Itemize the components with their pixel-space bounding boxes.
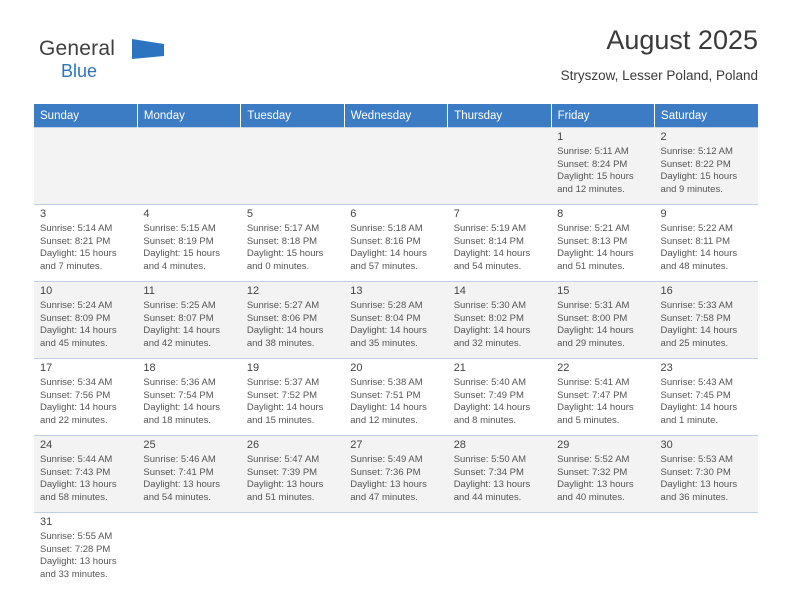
sunset-text: Sunset: 8:16 PM bbox=[350, 235, 421, 247]
generalblue-logo bbox=[39, 38, 219, 94]
day-cell bbox=[551, 128, 654, 205]
sunrise-text: Sunrise: 5:49 AM bbox=[350, 454, 423, 466]
daylight-text-line2: and 54 minutes. bbox=[143, 491, 212, 503]
day-cell bbox=[448, 359, 551, 436]
sunset-text: Sunset: 8:14 PM bbox=[453, 235, 524, 247]
day-cell bbox=[551, 436, 654, 513]
sunset-text: Sunset: 7:43 PM bbox=[40, 466, 111, 478]
day-cell-empty bbox=[34, 128, 137, 205]
daylight-text-line1: Daylight: 13 hours bbox=[40, 479, 117, 491]
day-cell bbox=[241, 359, 344, 436]
sunrise-text: Sunrise: 5:12 AM bbox=[660, 146, 733, 158]
sunset-text: Sunset: 7:45 PM bbox=[660, 389, 731, 401]
sunrise-text: Sunrise: 5:27 AM bbox=[246, 300, 320, 312]
day-cell-empty bbox=[448, 128, 551, 205]
daylight-text-line2: and 45 minutes. bbox=[40, 337, 108, 349]
sunrise-text: Sunrise: 5:19 AM bbox=[453, 223, 527, 235]
day-number: 29 bbox=[557, 439, 570, 451]
sunrise-text: Sunrise: 5:41 AM bbox=[557, 377, 630, 389]
daylight-text-line2: and 58 minutes. bbox=[40, 491, 108, 503]
day-cell bbox=[448, 436, 551, 513]
daylight-text-line2: and 36 minutes. bbox=[660, 491, 729, 503]
day-number: 9 bbox=[660, 208, 667, 220]
sunrise-sunset-calendar bbox=[34, 104, 758, 589]
logo-text-general: General bbox=[39, 37, 116, 60]
daylight-text-line1: Daylight: 15 hours bbox=[143, 248, 220, 260]
daylight-text-line1: Daylight: 15 hours bbox=[660, 171, 738, 183]
day-cell-empty bbox=[551, 513, 654, 590]
sunset-text: Sunset: 7:49 PM bbox=[453, 389, 524, 401]
daylight-text-line1: Daylight: 14 hours bbox=[557, 325, 634, 337]
daylight-text-line2: and 42 minutes. bbox=[143, 337, 212, 349]
sunset-text: Sunset: 7:32 PM bbox=[557, 466, 628, 478]
daylight-text-line2: and 0 minutes. bbox=[246, 260, 310, 272]
daylight-text-line1: Daylight: 14 hours bbox=[40, 325, 117, 337]
calendar-week-row bbox=[34, 282, 758, 359]
daylight-text-line2: and 25 minutes. bbox=[660, 337, 729, 349]
daylight-text-line1: Daylight: 14 hours bbox=[350, 402, 427, 414]
sunrise-text: Sunrise: 5:18 AM bbox=[350, 223, 423, 235]
page-title: August 2025 bbox=[606, 25, 758, 55]
sunrise-text: Sunrise: 5:30 AM bbox=[453, 300, 527, 312]
sunrise-text: Sunrise: 5:34 AM bbox=[40, 377, 113, 389]
daylight-text-line1: Daylight: 15 hours bbox=[40, 248, 117, 260]
sunrise-text: Sunrise: 5:46 AM bbox=[143, 454, 216, 466]
daylight-text-line2: and 15 minutes. bbox=[246, 414, 315, 426]
sunset-text: Sunset: 8:13 PM bbox=[557, 235, 628, 247]
sunset-text: Sunset: 8:18 PM bbox=[246, 235, 318, 247]
sunset-text: Sunset: 7:28 PM bbox=[40, 543, 111, 555]
sunrise-text: Sunrise: 5:33 AM bbox=[660, 300, 733, 312]
calendar-week-row bbox=[34, 128, 758, 205]
sunrise-text: Sunrise: 5:44 AM bbox=[40, 454, 113, 466]
daylight-text-line1: Daylight: 14 hours bbox=[453, 248, 531, 260]
day-number: 14 bbox=[453, 285, 466, 297]
day-cell bbox=[448, 282, 551, 359]
daylight-text-line2: and 47 minutes. bbox=[350, 491, 418, 503]
sunrise-text: Sunrise: 5:53 AM bbox=[660, 454, 733, 466]
sunset-text: Sunset: 8:06 PM bbox=[246, 312, 318, 324]
daylight-text-line1: Daylight: 13 hours bbox=[246, 479, 324, 491]
day-number: 20 bbox=[350, 362, 363, 374]
day-cell bbox=[241, 205, 344, 282]
daylight-text-line1: Daylight: 14 hours bbox=[660, 248, 738, 260]
day-cell bbox=[34, 359, 137, 436]
calendar-week-row bbox=[34, 205, 758, 282]
day-number: 18 bbox=[143, 362, 156, 374]
daylight-text-line1: Daylight: 14 hours bbox=[557, 402, 634, 414]
day-number: 2 bbox=[660, 131, 667, 143]
weekday-header-sunday: Sunday bbox=[34, 104, 137, 128]
day-cell bbox=[34, 282, 137, 359]
day-number: 12 bbox=[246, 285, 260, 297]
weekday-header-wednesday: Wednesday bbox=[344, 104, 447, 128]
day-cell-empty bbox=[137, 128, 240, 205]
day-number: 27 bbox=[350, 439, 363, 451]
day-cell bbox=[137, 359, 240, 436]
day-number: 16 bbox=[660, 285, 673, 297]
daylight-text-line1: Daylight: 14 hours bbox=[660, 325, 738, 337]
daylight-text-line2: and 40 minutes. bbox=[557, 491, 625, 503]
day-cell-empty bbox=[344, 128, 447, 205]
sunrise-text: Sunrise: 5:22 AM bbox=[660, 223, 733, 235]
day-cell bbox=[241, 282, 344, 359]
day-number: 22 bbox=[557, 362, 570, 374]
daylight-text-line1: Daylight: 14 hours bbox=[40, 402, 117, 414]
daylight-text-line1: Daylight: 14 hours bbox=[453, 325, 531, 337]
sunrise-text: Sunrise: 5:40 AM bbox=[453, 377, 527, 389]
daylight-text-line2: and 1 minute. bbox=[660, 414, 719, 426]
day-number: 13 bbox=[350, 285, 363, 297]
sunset-text: Sunset: 8:24 PM bbox=[557, 158, 628, 170]
day-cell bbox=[655, 205, 758, 282]
daylight-text-line1: Daylight: 14 hours bbox=[660, 402, 738, 414]
sunset-text: Sunset: 8:07 PM bbox=[143, 312, 214, 324]
logo-text-blue: Blue bbox=[61, 61, 98, 81]
day-cell bbox=[241, 436, 344, 513]
sunset-text: Sunset: 8:21 PM bbox=[40, 235, 111, 247]
day-number: 8 bbox=[557, 208, 564, 220]
daylight-text-line2: and 4 minutes. bbox=[143, 260, 206, 272]
sunrise-text: Sunrise: 5:14 AM bbox=[40, 223, 113, 235]
daylight-text-line2: and 12 minutes. bbox=[557, 183, 625, 195]
daylight-text-line1: Daylight: 14 hours bbox=[350, 248, 427, 260]
sunrise-text: Sunrise: 5:47 AM bbox=[246, 454, 320, 466]
weekday-header-monday: Monday bbox=[137, 104, 240, 128]
daylight-text-line1: Daylight: 14 hours bbox=[143, 402, 220, 414]
daylight-text-line2: and 35 minutes. bbox=[350, 337, 418, 349]
title-block bbox=[561, 24, 758, 83]
day-cell-empty bbox=[344, 513, 447, 590]
sunrise-text: Sunrise: 5:21 AM bbox=[557, 223, 630, 235]
weekday-header-saturday: Saturday bbox=[655, 104, 758, 128]
day-number: 25 bbox=[143, 439, 156, 451]
sunrise-text: Sunrise: 5:28 AM bbox=[350, 300, 423, 312]
calendar-week-row bbox=[34, 436, 758, 513]
daylight-text-line2: and 32 minutes. bbox=[453, 337, 522, 349]
sunset-text: Sunset: 7:54 PM bbox=[143, 389, 214, 401]
daylight-text-line1: Daylight: 13 hours bbox=[40, 556, 117, 568]
day-cell bbox=[551, 282, 654, 359]
sunrise-text: Sunrise: 5:15 AM bbox=[143, 223, 216, 235]
day-cell-empty bbox=[655, 513, 758, 590]
sunrise-text: Sunrise: 5:38 AM bbox=[350, 377, 423, 389]
daylight-text-line2: and 18 minutes. bbox=[143, 414, 212, 426]
daylight-text-line2: and 9 minutes. bbox=[660, 183, 723, 195]
sunset-text: Sunset: 8:09 PM bbox=[40, 312, 111, 324]
sunrise-text: Sunrise: 5:52 AM bbox=[557, 454, 630, 466]
day-cell bbox=[655, 359, 758, 436]
daylight-text-line2: and 5 minutes. bbox=[557, 414, 620, 426]
sunset-text: Sunset: 7:30 PM bbox=[660, 466, 731, 478]
sunset-text: Sunset: 8:04 PM bbox=[350, 312, 421, 324]
day-cell bbox=[344, 205, 447, 282]
daylight-text-line2: and 48 minutes. bbox=[660, 260, 729, 272]
sunset-text: Sunset: 7:47 PM bbox=[557, 389, 628, 401]
day-cell bbox=[137, 205, 240, 282]
sunset-text: Sunset: 8:22 PM bbox=[660, 158, 731, 170]
day-number: 17 bbox=[40, 362, 53, 374]
daylight-text-line2: and 22 minutes. bbox=[40, 414, 108, 426]
day-number: 31 bbox=[40, 516, 53, 528]
day-cell bbox=[655, 436, 758, 513]
day-cell bbox=[137, 282, 240, 359]
daylight-text-line2: and 44 minutes. bbox=[453, 491, 522, 503]
daylight-text-line2: and 33 minutes. bbox=[40, 568, 108, 580]
sunset-text: Sunset: 7:56 PM bbox=[40, 389, 111, 401]
sunset-text: Sunset: 7:36 PM bbox=[350, 466, 421, 478]
daylight-text-line1: Daylight: 14 hours bbox=[143, 325, 220, 337]
weekday-header-tuesday: Tuesday bbox=[241, 104, 344, 128]
sunrise-text: Sunrise: 5:50 AM bbox=[453, 454, 527, 466]
daylight-text-line2: and 57 minutes. bbox=[350, 260, 418, 272]
day-cell bbox=[655, 128, 758, 205]
day-cell bbox=[137, 436, 240, 513]
weekday-header-friday: Friday bbox=[551, 104, 654, 128]
daylight-text-line1: Daylight: 14 hours bbox=[246, 402, 324, 414]
sunset-text: Sunset: 8:00 PM bbox=[557, 312, 628, 324]
daylight-text-line1: Daylight: 15 hours bbox=[246, 248, 324, 260]
daylight-text-line1: Daylight: 14 hours bbox=[246, 325, 324, 337]
daylight-text-line1: Daylight: 14 hours bbox=[453, 402, 531, 414]
daylight-text-line1: Daylight: 13 hours bbox=[557, 479, 634, 491]
day-cell bbox=[655, 282, 758, 359]
calendar-week-row bbox=[34, 513, 758, 590]
day-number: 1 bbox=[557, 131, 564, 143]
daylight-text-line1: Daylight: 13 hours bbox=[143, 479, 220, 491]
daylight-text-line1: Daylight: 14 hours bbox=[557, 248, 634, 260]
day-cell bbox=[344, 282, 447, 359]
day-cell bbox=[34, 513, 137, 590]
sunrise-text: Sunrise: 5:37 AM bbox=[246, 377, 320, 389]
daylight-text-line2: and 54 minutes. bbox=[453, 260, 522, 272]
flag-icon bbox=[132, 39, 164, 59]
sunset-text: Sunset: 7:39 PM bbox=[246, 466, 318, 478]
day-number: 5 bbox=[246, 208, 253, 220]
sunrise-text: Sunrise: 5:55 AM bbox=[40, 531, 113, 543]
sunset-text: Sunset: 8:19 PM bbox=[143, 235, 214, 247]
daylight-text-line2: and 29 minutes. bbox=[557, 337, 625, 349]
day-number: 24 bbox=[40, 439, 53, 451]
day-number: 7 bbox=[453, 208, 460, 220]
day-number: 10 bbox=[40, 285, 53, 297]
sunrise-text: Sunrise: 5:24 AM bbox=[40, 300, 113, 312]
day-number: 3 bbox=[40, 208, 47, 220]
sunrise-text: Sunrise: 5:17 AM bbox=[246, 223, 320, 235]
day-number: 30 bbox=[660, 439, 673, 451]
location-subtitle: Stryszow, Lesser Poland, Poland bbox=[560, 68, 758, 83]
sunset-text: Sunset: 7:52 PM bbox=[246, 389, 318, 401]
day-cell bbox=[344, 436, 447, 513]
sunrise-text: Sunrise: 5:36 AM bbox=[143, 377, 216, 389]
sunrise-text: Sunrise: 5:25 AM bbox=[143, 300, 216, 312]
daylight-text-line2: and 51 minutes. bbox=[246, 491, 315, 503]
day-cell bbox=[34, 205, 137, 282]
sunset-text: Sunset: 7:34 PM bbox=[453, 466, 524, 478]
day-number: 26 bbox=[246, 439, 260, 451]
sunrise-text: Sunrise: 5:11 AM bbox=[557, 146, 629, 158]
sunrise-text: Sunrise: 5:43 AM bbox=[660, 377, 733, 389]
day-cell-empty bbox=[137, 513, 240, 590]
day-cell-empty bbox=[241, 513, 344, 590]
day-cell-empty bbox=[448, 513, 551, 590]
day-cell-empty bbox=[241, 128, 344, 205]
daylight-text-line1: Daylight: 13 hours bbox=[350, 479, 427, 491]
sunrise-text: Sunrise: 5:31 AM bbox=[557, 300, 630, 312]
day-number: 21 bbox=[453, 362, 466, 374]
daylight-text-line2: and 12 minutes. bbox=[350, 414, 418, 426]
daylight-text-line1: Daylight: 13 hours bbox=[453, 479, 531, 491]
day-number: 19 bbox=[246, 362, 260, 374]
daylight-text-line2: and 7 minutes. bbox=[40, 260, 103, 272]
day-cell bbox=[551, 205, 654, 282]
day-number: 4 bbox=[143, 208, 150, 220]
page-header bbox=[34, 24, 758, 94]
sunset-text: Sunset: 7:41 PM bbox=[143, 466, 214, 478]
daylight-text-line2: and 8 minutes. bbox=[453, 414, 517, 426]
daylight-text-line1: Daylight: 15 hours bbox=[557, 171, 634, 183]
daylight-text-line1: Daylight: 13 hours bbox=[660, 479, 738, 491]
day-number: 28 bbox=[453, 439, 466, 451]
sunset-text: Sunset: 7:51 PM bbox=[350, 389, 421, 401]
daylight-text-line1: Daylight: 14 hours bbox=[350, 325, 427, 337]
day-cell bbox=[34, 436, 137, 513]
sunset-text: Sunset: 7:58 PM bbox=[660, 312, 731, 324]
daylight-text-line2: and 38 minutes. bbox=[246, 337, 315, 349]
sunset-text: Sunset: 8:11 PM bbox=[660, 235, 731, 247]
day-cell bbox=[448, 205, 551, 282]
weekday-header-row bbox=[34, 104, 758, 128]
day-number: 23 bbox=[660, 362, 673, 374]
weekday-header-thursday: Thursday bbox=[448, 104, 551, 128]
day-cell bbox=[551, 359, 654, 436]
calendar-week-row bbox=[34, 359, 758, 436]
day-number: 11 bbox=[143, 285, 155, 297]
daylight-text-line2: and 51 minutes. bbox=[557, 260, 625, 272]
day-number: 15 bbox=[557, 285, 570, 297]
sunset-text: Sunset: 8:02 PM bbox=[453, 312, 524, 324]
day-cell bbox=[344, 359, 447, 436]
day-number: 6 bbox=[350, 208, 357, 220]
